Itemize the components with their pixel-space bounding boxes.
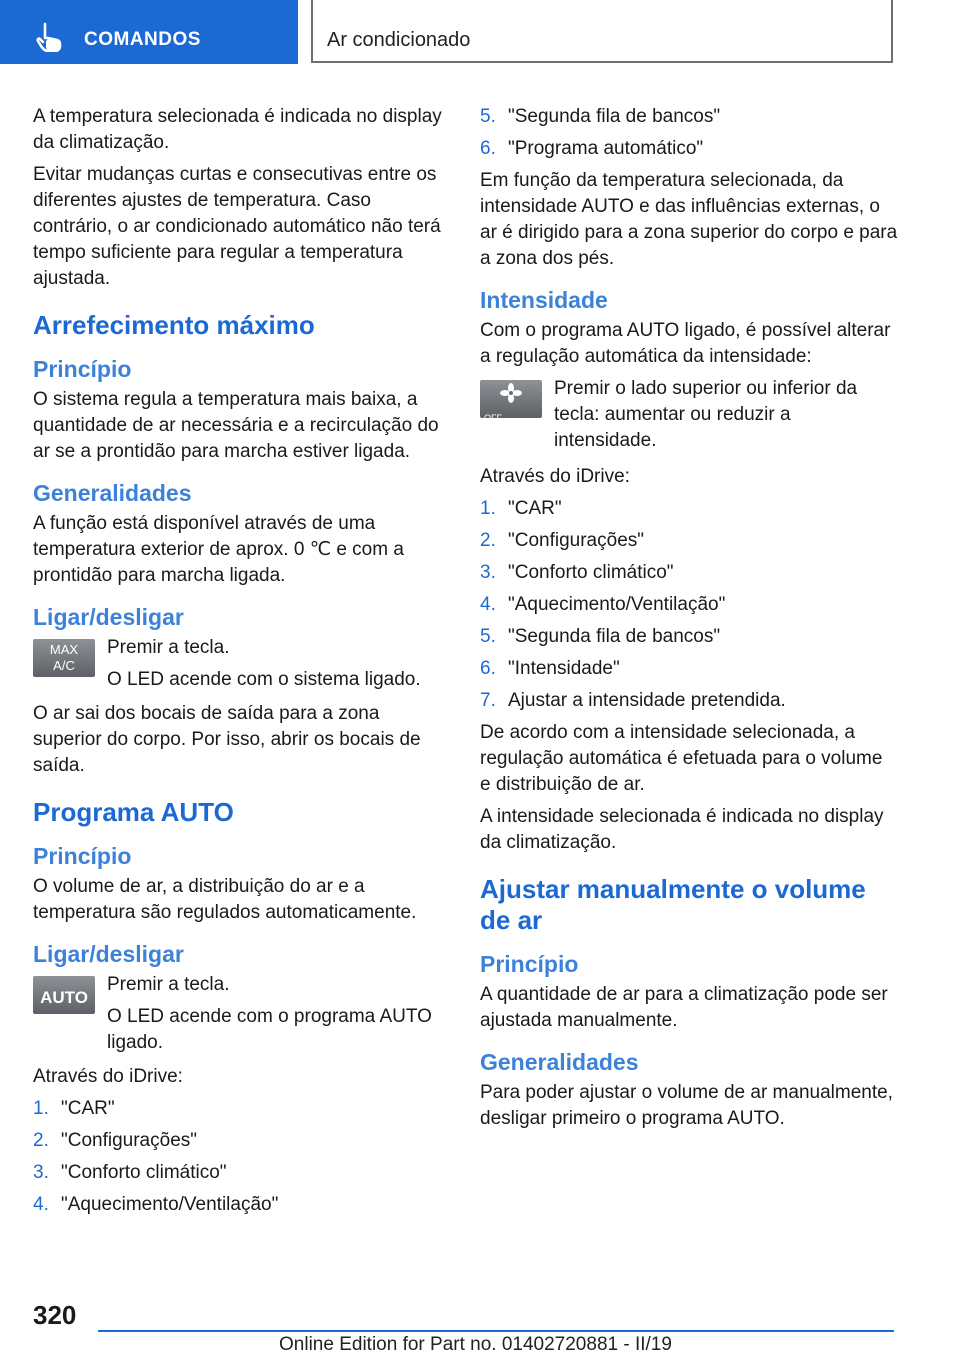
list-item: 2. "Configurações" (480, 530, 645, 551)
auto-label: AUTO (40, 988, 88, 1007)
instruction-text: Premir a tecla. (107, 974, 230, 995)
list-item: 1. "CAR" (33, 1098, 115, 1119)
section-heading: Programa AUTO (33, 797, 234, 827)
page-header (0, 0, 960, 66)
section-tab[interactable] (311, 0, 893, 63)
subsection-heading: Generalidades (480, 1049, 639, 1075)
paragraph: A função está disponível através de uma temperatura exterior de aprox. 0 ℃ e com a prontidão para marcha ligada. (33, 513, 404, 586)
fan-button-icon (480, 380, 542, 423)
paragraph: Em função da temperatura selecionada, da intensidade AUTO e das influências externas, o ar é dirigido para a zona superior do corpo e para a zona dos pés. (480, 170, 898, 269)
subsection-heading: Ligar/desligar (33, 604, 184, 630)
max-ac-instruction (33, 635, 451, 693)
list-item: 3. "Conforto climático" (33, 1162, 227, 1183)
paragraph: O ar sai dos bocais de saída para a zona superior do corpo. Por isso, abrir os bocais de saída. (33, 703, 421, 776)
edition-note: Online Edition for Part no. 01402720881 - II/19 (279, 1334, 672, 1355)
paragraph: O volume de ar, a distribuição do ar e a temperatura são regulados automaticamente. (33, 876, 417, 923)
auto-button-icon (33, 976, 95, 1014)
subsection-heading: Intensidade (480, 287, 608, 313)
max-label: MAX (49, 642, 79, 657)
max-ac-button-icon (33, 639, 95, 677)
list-item: 6. "Intensidade" (480, 658, 620, 679)
list-item: 4. "Aquecimento/Ventilação" (480, 594, 726, 615)
subsection-heading: Princípio (480, 951, 579, 977)
subsection-heading: Princípio (33, 843, 132, 869)
list-item: 1. "CAR" (480, 498, 562, 519)
list-item: 5. "Segunda fila de bancos" (480, 626, 721, 647)
left-column (33, 104, 451, 1224)
chapter-tab[interactable] (0, 0, 298, 64)
instruction-text: O LED acende com o sistema ligado. (107, 669, 421, 690)
idrive-list (33, 1096, 451, 1218)
paragraph: De acordo com a intensidade selecionada, a regulação automática é efetuada para o volume e distribuição de ar. (480, 722, 883, 795)
paragraph: Evitar mudanças curtas e consecutivas entre os diferentes ajustes de temperatura. Caso contrário, o ar condicionado automático não terá tempo suficiente para regular a temperatura ajustada. (33, 164, 441, 289)
list-item: 5. "Segunda fila de bancos" (480, 106, 721, 127)
subsection-heading: Generalidades (33, 480, 192, 506)
paragraph: A quantidade de ar para a climatização pode ser ajustada manualmente. (480, 984, 888, 1031)
hand-pointer-icon (36, 22, 64, 52)
subsection-heading: Ligar/desligar (33, 941, 184, 967)
section-heading: Arrefecimento máximo (33, 310, 315, 340)
page-number: 320 (33, 1300, 77, 1330)
paragraph: Com o programa AUTO ligado, é possível alterar a regulação automática da intensidade: (480, 320, 891, 367)
section-heading: Ajustar manualmente o volume de ar (480, 874, 866, 935)
idrive-list (480, 496, 898, 714)
section-label: Ar condicionado (327, 29, 471, 51)
right-column (480, 104, 898, 1138)
chapter-label: COMANDOS (84, 29, 201, 50)
paragraph: Através do iDrive: (480, 466, 630, 487)
paragraph: Para poder ajustar o volume de ar manualmente, desligar primeiro o programa AUTO. (480, 1082, 893, 1129)
list-item: 4. "Aquecimento/Ventilação" (33, 1194, 279, 1215)
list-item: 6. "Programa automático" (480, 138, 704, 159)
instruction-text: O LED acende com o programa AUTO ligado. (107, 1006, 432, 1053)
fan-icon (500, 383, 522, 403)
paragraph: A temperatura selecionada é indicada no display da climatização. (33, 106, 442, 153)
instruction-text: Premir a tecla. (107, 637, 230, 658)
subsection-heading: Princípio (33, 356, 132, 382)
off-label: OFF (484, 413, 502, 423)
paragraph: A intensidade selecionada é indicada no display da climatização. (480, 806, 884, 853)
paragraph: Através do iDrive: (33, 1066, 183, 1087)
paragraph: O sistema regula a temperatura mais baixa, a quantidade de ar necessária e a recirculação do ar se a prontidão para marcha estiver ligada. (33, 389, 439, 462)
list-item: 3. "Conforto climático" (480, 562, 674, 583)
list-item: 7. Ajustar a intensidade pretendida. (480, 690, 786, 711)
auto-instruction (33, 972, 451, 1056)
ac-label: A/C (53, 658, 75, 673)
fan-instruction (480, 376, 898, 454)
footer-divider (98, 1330, 894, 1332)
instruction-text: Premir o lado superior ou inferior da tecla: aumentar ou reduzir a intensidade. (554, 378, 858, 451)
list-item: 2. "Configurações" (33, 1130, 198, 1151)
